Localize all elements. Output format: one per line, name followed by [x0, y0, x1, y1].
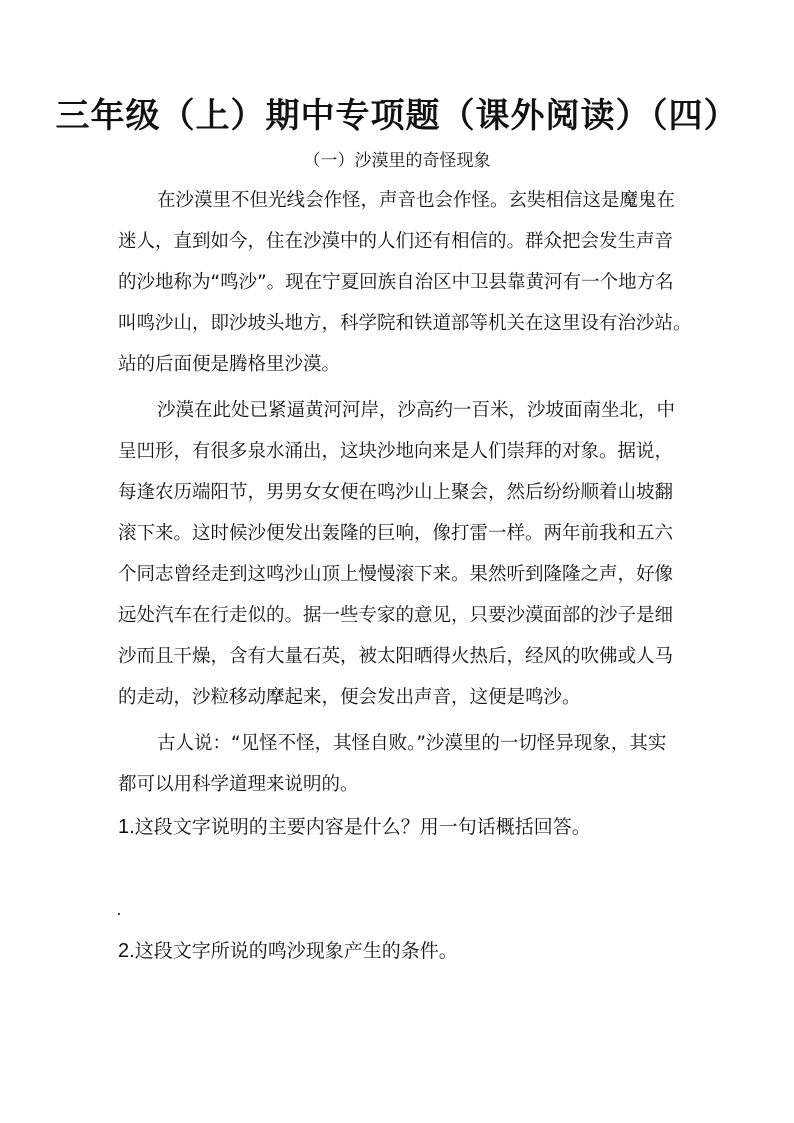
stray-mark — [118, 913, 120, 915]
passage-line: 沙而且干燥，含有大量石英，被太阳晒得火热后，经风的吹佛或人马 — [118, 646, 674, 667]
passage-line: 叫鸣沙山，即沙坡头地方，科学院和铁道部等机关在这里设有治沙站。 — [118, 313, 692, 334]
passage-line: 站的后面便是腾格里沙漠。 — [118, 354, 341, 375]
passage-line: 在沙漠里不但光线会作怪，声音也会作怪。玄奘相信这是魔鬼在 — [157, 190, 676, 211]
question-2 — [118, 937, 458, 965]
question-number: 2. — [118, 940, 135, 962]
passage-line: 每逢农历端阳节，男男女女便在鸣沙山上聚会，然后纷纷顺着山坡翻 — [118, 482, 674, 503]
question-text: 这段文字说明的主要内容是什么？用一句话概括回答。 — [134, 816, 591, 838]
passage-line: 沙漠在此处已紧逼黄河河岸，沙高约一百米，沙坡面南坐北，中 — [157, 400, 676, 421]
passage-subtitle: （一）沙漠里的奇怪现象 — [303, 151, 491, 171]
page-title: 三年级（上）期中专项题（课外阅读）（四） — [55, 96, 739, 136]
question-number: 1. — [118, 816, 135, 838]
passage-line: 呈凹形，有很多泉水涌出，这块沙地向来是人们崇拜的对象。据说， — [118, 441, 674, 462]
passage-line: 个同志曾经走到这鸣沙山顶上慢慢滚下来。果然听到隆隆之声，好像 — [118, 564, 674, 585]
question-1 — [118, 813, 591, 841]
passage-line: 滚下来。这时候沙便发出轰隆的巨响，像打雷一样。两年前我和五六 — [118, 523, 674, 544]
passage-line: 的走动，沙粒移动摩起来，便会发出声音，这便是鸣沙。 — [118, 687, 581, 708]
passage-line: 都可以用科学道理来说明的。 — [118, 774, 359, 795]
passage-line: 古人说：“见怪不怪，其怪自败。”沙漠里的一切怪异现象，其实 — [157, 733, 667, 754]
question-text: 这段文字所说的鸣沙现象产生的条件。 — [134, 940, 458, 962]
passage-line: 迷人，直到如今，住在沙漠中的人们还有相信的。群众把会发生声音 — [118, 231, 674, 252]
passage-line: 的沙地称为“鸣沙”。现在宁夏回族自治区中卫县靠黄河有一个地方名 — [118, 272, 674, 293]
passage-line: 远处汽车在行走似的。据一些专家的意见，只要沙漠面部的沙子是细 — [118, 605, 674, 626]
